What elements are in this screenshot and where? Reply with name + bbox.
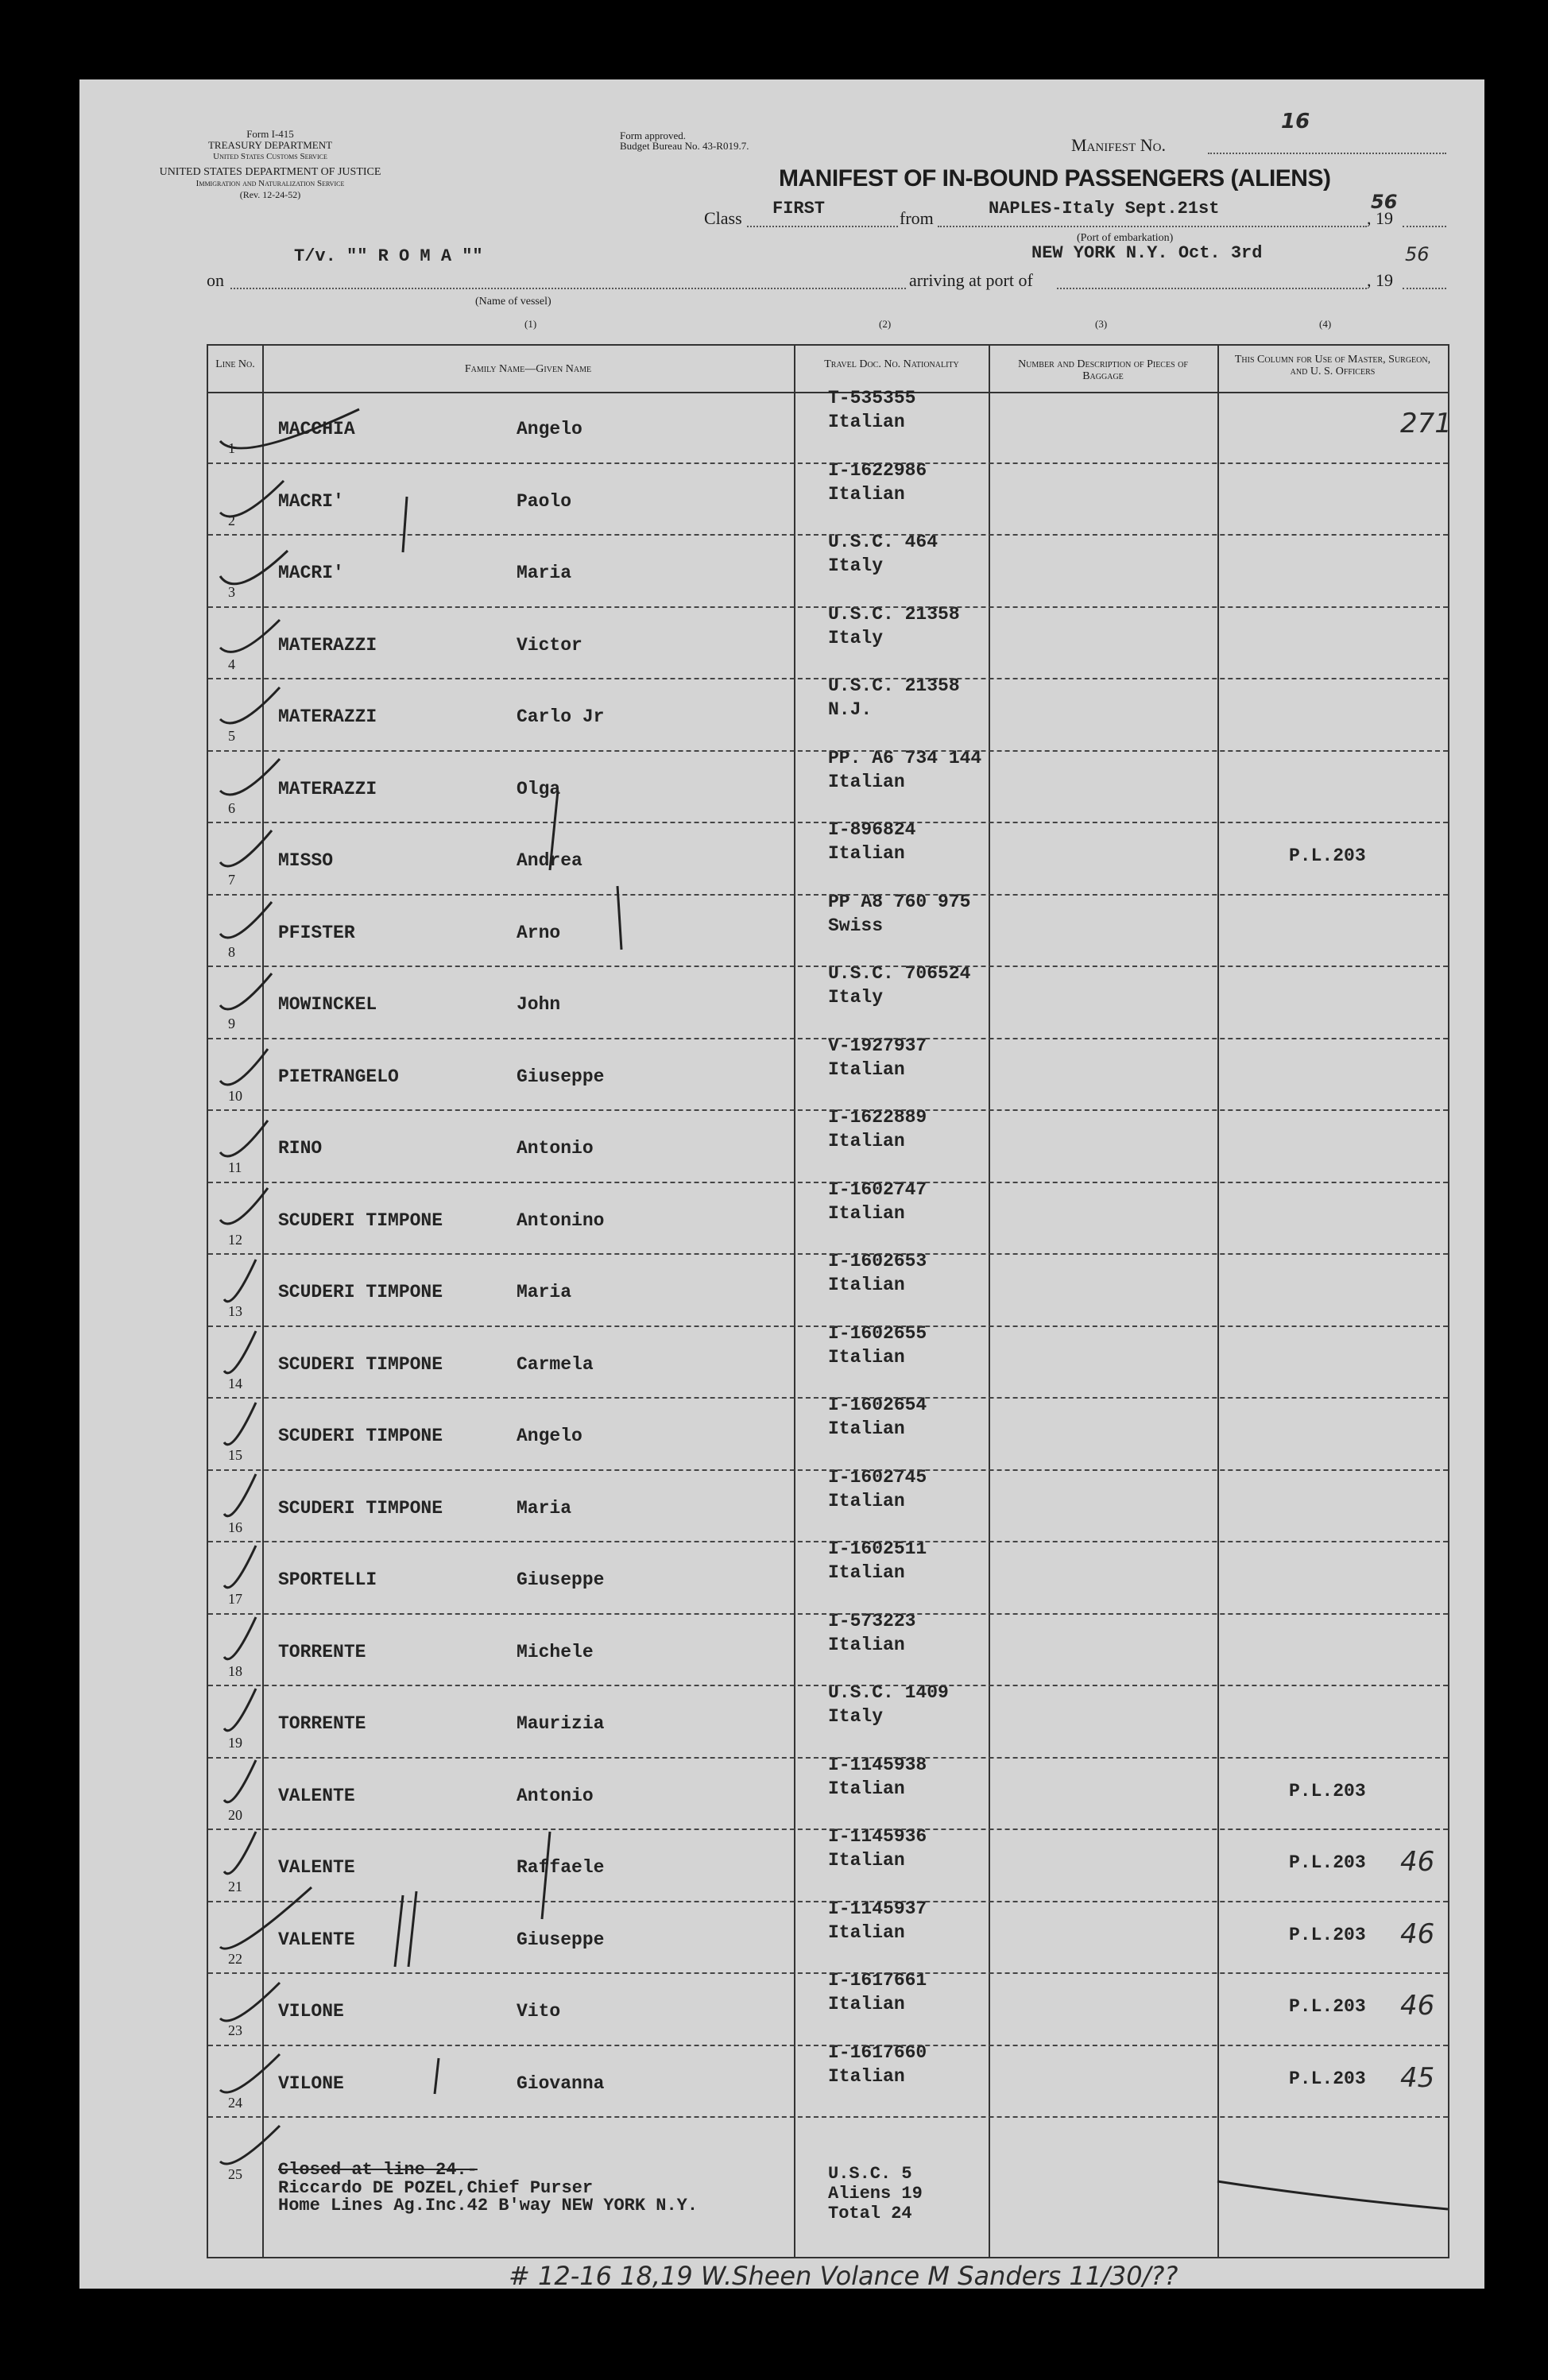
given-name: Michele (517, 1641, 594, 1662)
family-name: VALENTE (278, 1857, 355, 1878)
line-number: 22 (228, 1950, 242, 1967)
nationality: Italian (828, 1490, 905, 1511)
family-name: MACRI' (278, 490, 344, 512)
line-number: 5 (228, 728, 235, 744)
officer-note: P.L.203 (1289, 1852, 1366, 1873)
nationality: Italian (828, 1994, 905, 2014)
line-number: 13 (228, 1303, 242, 1319)
line-number: 12 (228, 1231, 242, 1248)
budget-bureau: Budget Bureau No. 43-R019.7. (620, 140, 749, 152)
nationality: Italian (828, 1275, 905, 1295)
arriving-label: arriving at port of (909, 270, 1033, 290)
vessel-caption: (Name of vessel) (475, 296, 551, 308)
col-num-3: (3) (1095, 318, 1108, 330)
family-name: TORRENTE (278, 1713, 366, 1734)
manifest-no-label: Manifest No. (1071, 135, 1166, 155)
line-number: 6 (228, 799, 235, 816)
travel-doc: I-1145936 (828, 1826, 927, 1847)
given-name: Giuseppe (517, 1066, 605, 1087)
line-number: 25 (228, 2166, 242, 2182)
class-label: Class (704, 208, 742, 228)
year1-line (1403, 226, 1446, 227)
travel-doc: U.S.C. 464 (828, 532, 938, 552)
line-number: 15 (228, 1447, 242, 1463)
nationality: Italian (828, 483, 905, 505)
family-name: PFISTER (278, 922, 355, 943)
approval-block (620, 130, 749, 151)
family-name: TORRENTE (278, 1641, 366, 1662)
travel-doc: I-1145938 (828, 1754, 927, 1775)
given-name: Carlo Jr (517, 706, 605, 727)
travel-doc: U.S.C. 21358 (828, 675, 960, 696)
nationality: Italian (828, 771, 905, 792)
travel-doc: I-1602511 (828, 1538, 927, 1559)
nationality: Italy (828, 987, 884, 1008)
nationality: Italian (828, 1778, 905, 1799)
passenger-table (207, 344, 1452, 2258)
col-num-2: (2) (879, 318, 892, 330)
officer-note: P.L.203 (1289, 1780, 1366, 1801)
line-number: 1 (228, 440, 235, 456)
given-name: Maria (517, 1497, 572, 1519)
given-name: Carmela (517, 1353, 594, 1375)
dept-justice: UNITED STATES DEPARTMENT OF JUSTICE (159, 166, 381, 178)
line-number: 10 (228, 1087, 242, 1104)
officer-note: P.L.203 (1289, 846, 1366, 866)
from-label: from (900, 208, 934, 228)
nationality: Italian (828, 1058, 905, 1080)
given-name: Antonino (517, 1209, 605, 1231)
family-name: MISSO (278, 850, 334, 871)
travel-doc: I-1602655 (828, 1322, 927, 1344)
vessel-name: T/v. "" R O M A "" (294, 246, 483, 266)
travel-doc: U.S.C. 706524 (828, 963, 971, 984)
col-header-officers: This Column for Use of Master, Surgeon, and U. S. Officers (1234, 354, 1431, 377)
closed-note: Closed at line 24.- (278, 2160, 478, 2180)
line-number: 3 (228, 584, 235, 600)
year2-value: 56 (1405, 243, 1430, 265)
manifest-no-line (1208, 153, 1446, 154)
given-name: Maria (517, 563, 572, 583)
officer-note: P.L.203 (1289, 2068, 1366, 2089)
line-number: 23 (228, 2022, 242, 2038)
given-name: Antonio (517, 1785, 594, 1806)
given-name: Giovanna (517, 2072, 605, 2094)
family-name: MACCHIA (278, 419, 355, 439)
form-id-block (167, 129, 373, 162)
agency-note: Home Lines Ag.Inc.42 B'way NEW YORK N.Y. (278, 2196, 699, 2216)
nationality: Swiss (828, 915, 884, 936)
customs-service: United States Customs Service (213, 152, 327, 161)
given-name: Giuseppe (517, 1929, 605, 1950)
officer-mark: 45 (1400, 2061, 1435, 2094)
family-name: SCUDERI TIMPONE (278, 1426, 443, 1446)
family-name: MACRI' (278, 563, 344, 583)
travel-doc: T-535355 (828, 388, 916, 408)
year1-value: 56 (1371, 191, 1398, 213)
arrival-line (1057, 288, 1367, 289)
given-name: Raffaele (517, 1857, 605, 1878)
given-name: Vito (517, 2001, 561, 2022)
officer-mark: 46 (1400, 1918, 1435, 1950)
total-count: Total 24 (828, 2204, 912, 2223)
travel-doc: U.S.C. 21358 (828, 603, 960, 625)
justice-block (103, 167, 437, 200)
nationality: Italian (828, 843, 905, 864)
col-header-name: Family Name—Given Name (464, 363, 592, 375)
year2-prefix: , 19 (1367, 270, 1393, 290)
given-name: Giuseppe (517, 1569, 605, 1590)
officer-note: P.L.203 (1289, 1924, 1366, 1945)
col-num-4: (4) (1319, 318, 1332, 330)
nationality: Italian (828, 1562, 905, 1583)
officer-note: P.L.203 (1289, 1996, 1366, 2017)
family-name: SCUDERI TIMPONE (278, 1497, 443, 1519)
line-number: 20 (228, 1806, 242, 1823)
given-name: Antonio (517, 1138, 594, 1159)
family-name: RINO (278, 1138, 323, 1159)
col-num-1: (1) (524, 318, 537, 330)
travel-doc: I-1602745 (828, 1466, 927, 1488)
given-name: Arno (517, 922, 561, 943)
ins-service: Immigration and Naturalization Service (195, 179, 345, 188)
form-number: Form I-415 (246, 128, 294, 140)
dept-treasury: TREASURY DEPARTMENT (207, 139, 333, 151)
travel-doc: V-1927937 (828, 1035, 927, 1056)
officer-mark: 46 (1400, 1990, 1435, 2022)
nationality: Italy (828, 627, 884, 648)
travel-doc: I-1622986 (828, 459, 927, 481)
family-name: MOWINCKEL (278, 994, 377, 1015)
family-name: VILONE (278, 2072, 344, 2094)
given-name: Andrea (517, 850, 582, 871)
family-name: MATERAZZI (278, 706, 377, 727)
given-name: Maurizia (517, 1713, 605, 1734)
handwritten-checkmarks (208, 346, 1448, 2257)
nationality: Italy (828, 555, 884, 576)
nationality: Italian (828, 1634, 905, 1655)
check-mark (220, 409, 359, 448)
line-number: 7 (228, 872, 235, 888)
port-embark-caption: (Port of embarkation) (1077, 232, 1174, 244)
line-number: 24 (228, 2094, 242, 2111)
given-name: Paolo (517, 490, 572, 512)
manifest-title: MANIFEST OF IN-BOUND PASSENGERS (ALIENS) (779, 165, 1331, 192)
family-name: MATERAZZI (278, 778, 377, 799)
family-name: VALENTE (278, 1785, 355, 1806)
class-line (747, 226, 898, 227)
family-name: SCUDERI TIMPONE (278, 1353, 443, 1375)
nationality: Italian (828, 1921, 905, 1943)
travel-doc: I-1617661 (828, 1970, 927, 1991)
family-name: SPORTELLI (278, 1569, 377, 1590)
family-name: PIETRANGELO (278, 1066, 399, 1087)
travel-doc: I-1617660 (828, 2041, 927, 2063)
manifest-page (79, 79, 1484, 2289)
col-header-doc: Travel Doc. No. Nationality (824, 358, 959, 370)
aliens-count: Aliens 19 (828, 2184, 923, 2204)
line-number: 18 (228, 1662, 242, 1679)
nationality: N.J. (828, 699, 873, 720)
travel-doc: I-1622889 (828, 1107, 927, 1128)
line-number: 19 (228, 1735, 242, 1751)
usc-count: U.S.C. 5 (828, 2164, 912, 2184)
line-number: 8 (228, 943, 235, 960)
travel-doc: PP. A6 734 144 (828, 747, 982, 768)
form-approved: Form approved. (620, 130, 687, 141)
nationality: Italian (828, 1850, 905, 1871)
line-number: 21 (228, 1879, 242, 1894)
nationality: Italy (828, 1706, 884, 1727)
line-number: 11 (228, 1159, 242, 1175)
col-header-baggage: Number and Description of Pieces of Baggage (1018, 358, 1188, 382)
officer-mark: 46 (1400, 1846, 1435, 1878)
col-header-line-no: Line No. (215, 358, 255, 370)
given-name: Maria (517, 1282, 572, 1302)
given-name: Angelo (517, 1426, 582, 1446)
given-name: John (517, 994, 561, 1015)
travel-doc: I-1602654 (828, 1395, 927, 1415)
family-name: VALENTE (278, 1929, 355, 1950)
nationality: Italian (828, 1418, 905, 1439)
nationality: Italian (828, 1346, 905, 1368)
line-number: 4 (228, 656, 235, 672)
travel-doc: PP A8 760 975 (828, 891, 971, 912)
nationality: Italian (828, 412, 905, 432)
given-name: Victor (517, 634, 582, 656)
from-line (938, 226, 1367, 227)
family-name: MATERAZZI (278, 634, 377, 656)
sheet-number: 16 (1281, 110, 1310, 134)
class-value: FIRST (772, 199, 826, 219)
line-number: 9 (228, 1016, 235, 1031)
travel-doc: I-1602747 (828, 1178, 927, 1200)
family-name: VILONE (278, 2001, 344, 2022)
nationality: Italian (828, 1131, 905, 1151)
revision: (Rev. 12-24-52) (239, 189, 301, 200)
given-name: Olga (517, 778, 561, 799)
year1-prefix: , 19 (1367, 208, 1393, 228)
on-label: on (207, 270, 224, 290)
given-name: Angelo (517, 419, 582, 439)
family-name: SCUDERI TIMPONE (278, 1282, 443, 1302)
from-value: NAPLES-Italy Sept.21st (989, 199, 1220, 219)
travel-doc: I-573223 (828, 1610, 916, 1631)
line-number: 17 (228, 1591, 242, 1607)
line-number: 2 (228, 512, 235, 528)
purser-note: Riccardo DE POZEL,Chief Purser (278, 2178, 594, 2198)
travel-doc: I-896824 (828, 819, 916, 840)
nationality: Italian (828, 1202, 905, 1224)
travel-doc: I-1145937 (828, 1898, 927, 1919)
line-number: 16 (228, 1519, 242, 1535)
travel-doc: I-1602653 (828, 1251, 927, 1271)
nationality: Italian (828, 2065, 905, 2087)
year2-line (1403, 288, 1446, 289)
officer-mark: 271 (1400, 408, 1452, 439)
family-name: SCUDERI TIMPONE (278, 1209, 443, 1231)
travel-doc: U.S.C. 1409 (828, 1682, 949, 1703)
handwritten-footer: # 12-16 18,19 W.Sheen Volance M Sanders 11/30/?? (509, 2261, 1178, 2291)
line-number: 14 (228, 1375, 242, 1391)
arrival-value: NEW YORK N.Y. Oct. 3rd (1031, 243, 1263, 263)
vessel-line (230, 288, 906, 289)
